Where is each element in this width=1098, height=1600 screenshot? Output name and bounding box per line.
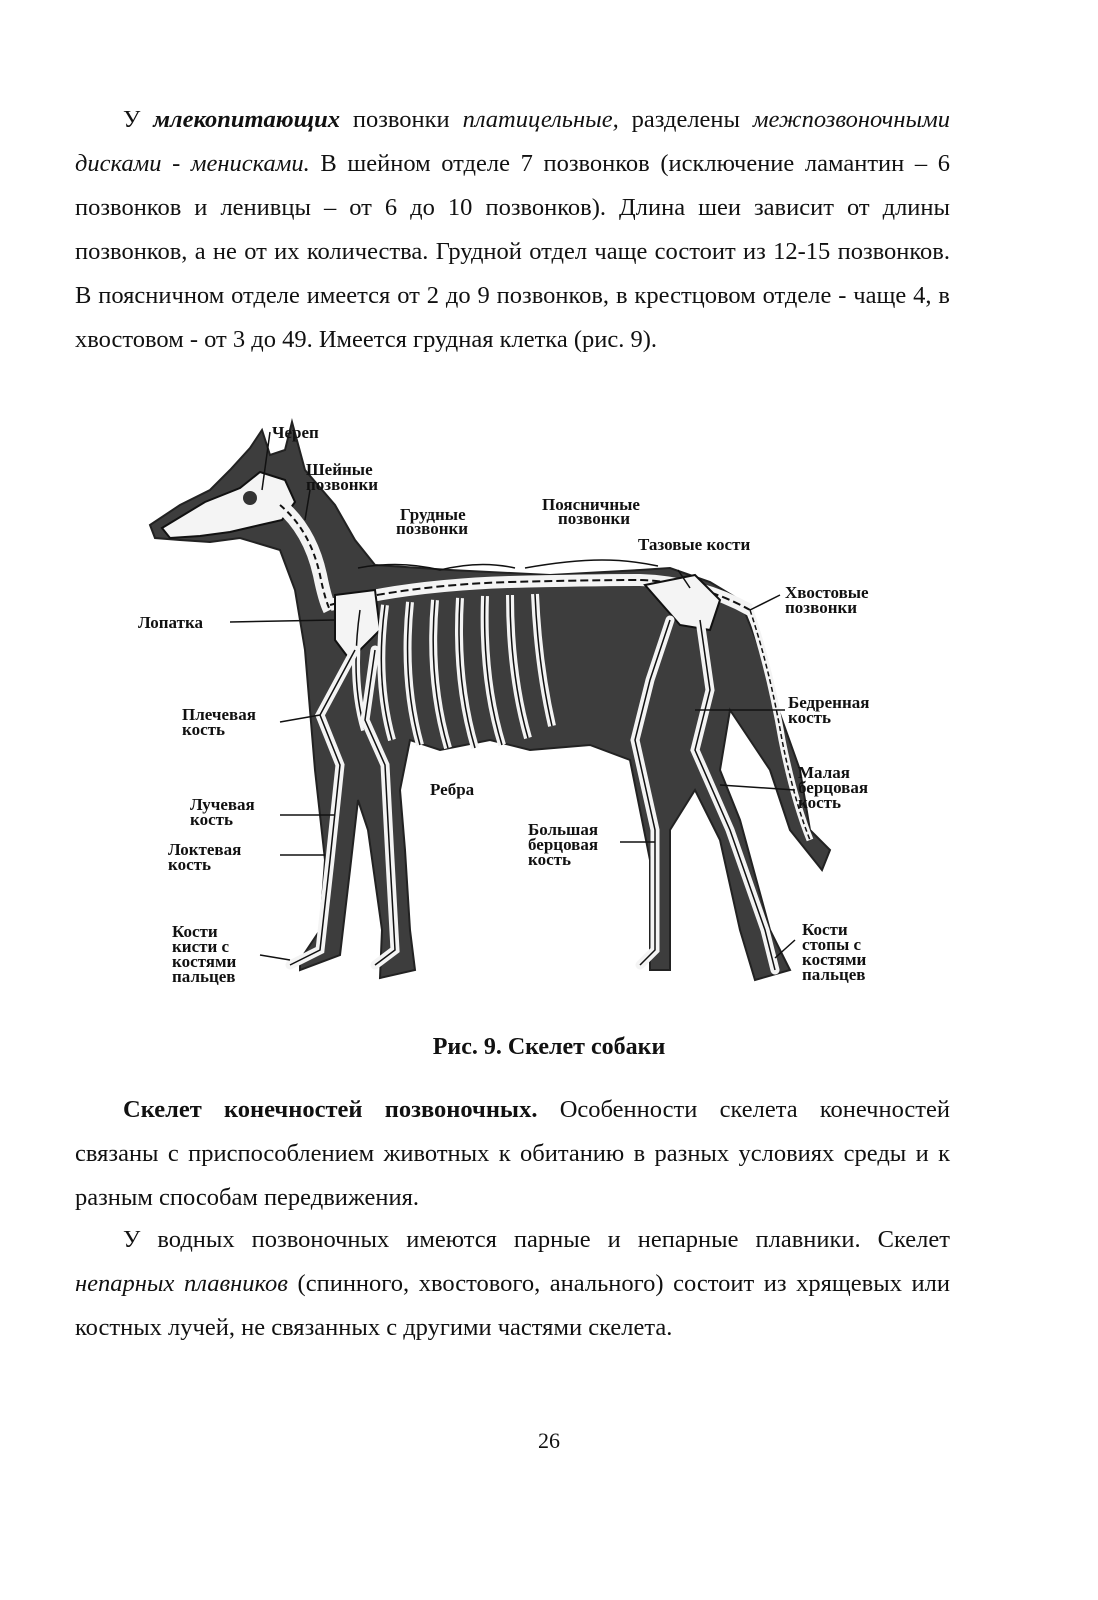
paragraph-aquatic-fins: [75, 1218, 950, 1350]
label-carpus: пальцев: [172, 967, 236, 986]
text-span: разделены: [618, 106, 753, 133]
label-tarsus: костями: [802, 950, 867, 969]
label-carpus: Кости: [172, 922, 218, 941]
dog-skeleton-figure: [110, 410, 910, 1020]
label-femur: кость: [788, 708, 831, 727]
label-thoracic: позвонки: [396, 519, 469, 538]
label-radius: кость: [190, 810, 233, 829]
label-tarsus: Кости: [802, 920, 848, 939]
label-scapula: Лопатка: [138, 613, 203, 632]
section-heading: Скелет конечностей позвоночных.: [123, 1096, 538, 1123]
paragraph-limb-skeleton: [75, 1088, 950, 1220]
label-tibia: Большая: [528, 820, 599, 839]
label-cervical: Шейные: [306, 460, 373, 479]
text-span: позвонки: [339, 106, 463, 133]
label-ulna: кость: [168, 855, 211, 874]
label-carpus: костями: [172, 952, 237, 971]
label-lumbar: позвонки: [558, 509, 631, 528]
label-radius: Лучевая: [190, 795, 255, 814]
italic-term: непарных плавников: [75, 1270, 288, 1297]
label-fibula: берцовая: [798, 778, 869, 797]
text-span: (спинного, хвостового, анального) состоит из хрящевых или костных лучей, не связанных с другими частями скелета.: [75, 1270, 950, 1341]
paragraph-mammal-vertebrae: [75, 98, 950, 362]
label-tibia: берцовая: [528, 835, 599, 854]
label-pelvic: Тазовые кости: [638, 535, 751, 554]
text-span: Особенности скелета конечностей связаны с приспособлением животных к обитанию в разных условиях среды и к разным способам передвижения.: [75, 1096, 950, 1211]
label-tarsus: стопы с: [802, 935, 862, 954]
italic-term: платицельные,: [462, 106, 619, 133]
label-ribs: Ребра: [430, 780, 475, 799]
label-femur: Бедренная: [788, 693, 870, 712]
label-tarsus: пальцев: [802, 965, 866, 984]
text-span: У: [123, 106, 154, 133]
label-caudal: позвонки: [785, 598, 858, 617]
label-caudal: Хвостовые: [785, 583, 869, 602]
figure-caption: Рис. 9. Скелет собаки: [432, 1034, 666, 1060]
label-tibia: кость: [528, 850, 571, 869]
page-number: 26: [538, 1428, 560, 1453]
italic-term: межпозвоночными дисками - менисками.: [75, 106, 950, 177]
label-humerus: Плечевая: [182, 705, 256, 724]
label-skull: Череп: [272, 423, 319, 442]
label-fibula: кость: [798, 793, 841, 812]
label-humerus: кость: [182, 720, 225, 739]
label-ulna: Локтевая: [168, 840, 242, 859]
text-span: У водных позвоночных имеются парные и непарные плавники. Скелет: [123, 1226, 950, 1253]
label-lumbar: Поясничные: [542, 495, 640, 514]
label-thoracic: Грудные: [400, 505, 466, 524]
label-carpus: кисти с: [172, 937, 230, 956]
label-fibula: Малая: [798, 763, 850, 782]
emphasis-term: млекопитающих: [153, 106, 340, 133]
label-cervical: позвонки: [306, 475, 379, 494]
text-span: В шейном отделе 7 позвонков (исключение ламантин – 6 позвонков и ленивцы – от 6 до 10 позвонков). Длина шеи зависит от длины позвонков, а не от их количества. Грудной отдел чаще состоит из 12-15 позвонков. В поясничном отделе имеется от 2 до 9 позвонков, в крестцовом отделе - чаще 4, в хвостовом - от 3 до 49. Имеется грудная клетка (рис. 9).: [75, 150, 950, 353]
